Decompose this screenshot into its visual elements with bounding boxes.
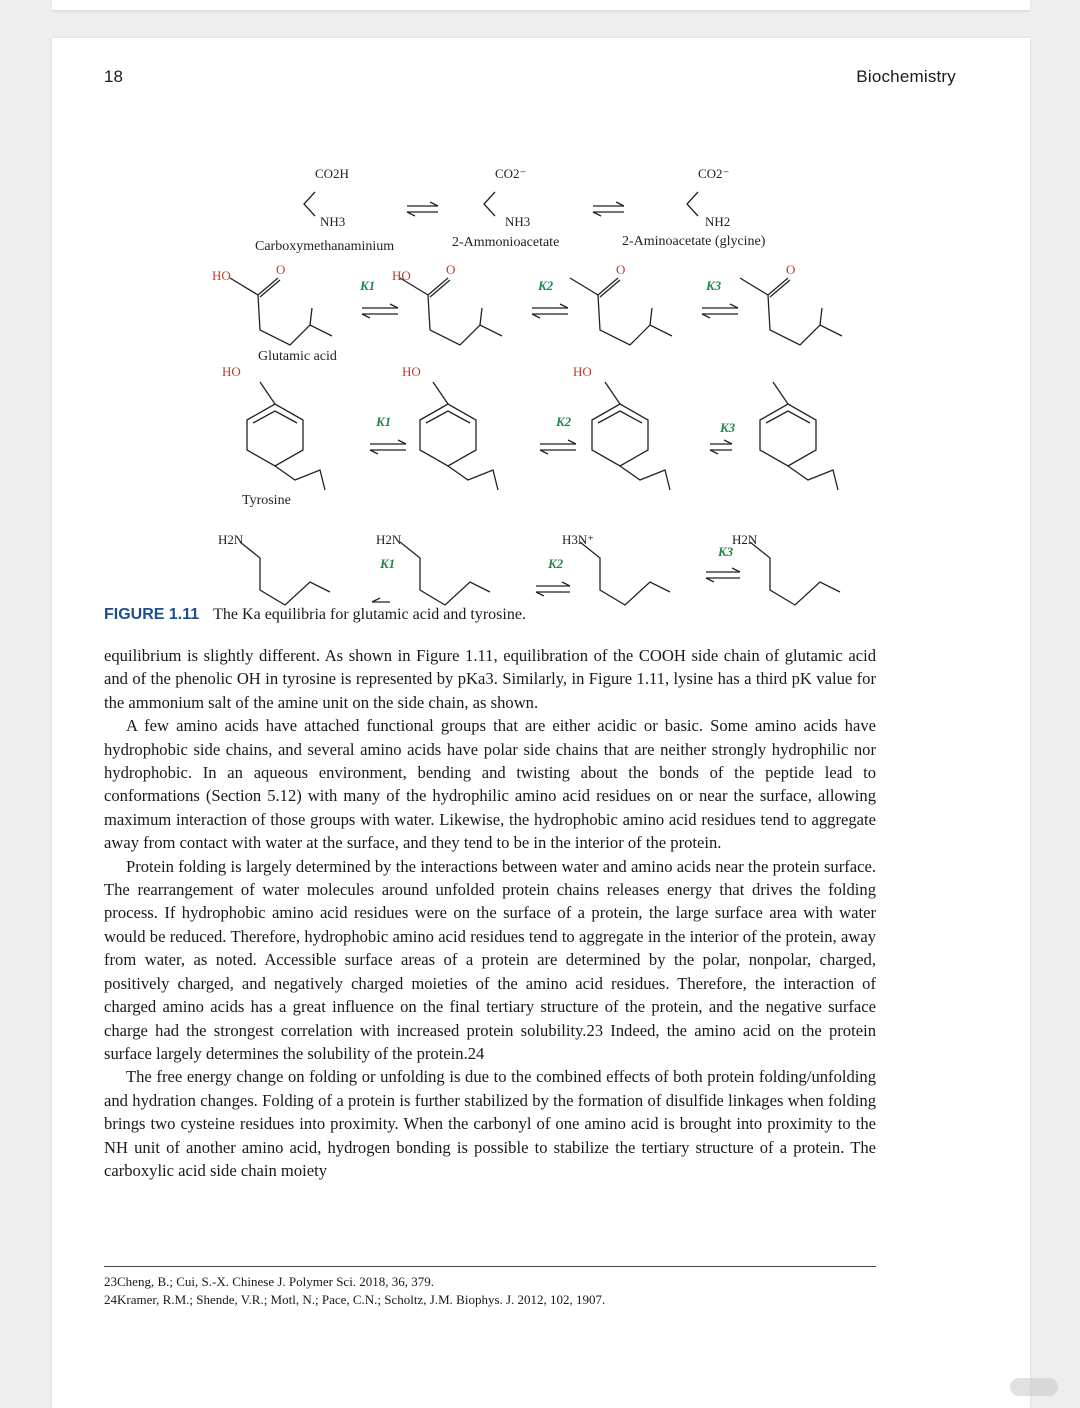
body-text	[104, 644, 876, 1182]
group-label: NH2	[705, 214, 731, 229]
compound-name: Carboxymethanaminium	[255, 239, 395, 254]
equilibrium-constant: K2	[538, 278, 554, 293]
equilibrium-constant: K1	[376, 414, 392, 429]
amino-acid-structure	[400, 542, 490, 605]
group-label: CO2⁻	[495, 166, 527, 181]
equilibrium-constant: K3	[720, 420, 736, 435]
running-header: Biochemistry	[856, 67, 956, 86]
equilibrium-arrow	[702, 304, 738, 318]
group-label: CO2H	[315, 166, 349, 181]
figure-caption	[104, 606, 526, 624]
group-label: NH3	[505, 214, 531, 229]
compound-name: 2-Ammonioacetate	[452, 235, 560, 250]
equilibrium-constant: K1	[380, 556, 396, 571]
page-number: 18	[104, 67, 123, 86]
group-label: NH3	[320, 214, 346, 229]
amine-label: H2N	[732, 532, 758, 547]
equilibrium-arrow	[370, 440, 406, 454]
hydroxyl-label: HO	[222, 364, 241, 379]
paragraph: A few amino acids have attached functional groups that are either acidic or basic. Some amino acids have hydrophobic side chains, and several amino acids have polar side chains that are neither strongly hydrophilic nor hydrophobic. In an aqueous environment, bending and twisting about the bonds of the peptide lead to conformations (Section 5.12) with many of the hydrophilic amino acid residues on or near the surface, allowing maximum interaction of those groups with water. Likewise, the hydrophobic amino acid residues tend to aggregate away from contact with water at the surface, and they tend to be in the interior of the protein.	[104, 716, 876, 853]
hydroxyl-label: HO	[392, 268, 411, 283]
tyrosinate-structure	[420, 382, 498, 490]
equilibrium-constant: K2	[556, 414, 572, 429]
group-label: CO2⁻	[698, 166, 730, 181]
paragraph: The free energy change on folding or unfolding is due to the combined effects of both protein folding/unfolding and hydration changes. Folding of a protein is further stabilized by the formation of disulfide linkages when folding brings two cysteine residues into proximity. When the carbonyl of one amino acid is brought into proximity to the NH unit of another amino acid, hydrogen bonding is possible to stabilize the tertiary structure of a protein. The carboxylic acid side chain moiety	[104, 1067, 876, 1180]
tyrosinate-structure	[760, 382, 838, 490]
amino-acid-structure	[240, 542, 330, 605]
equilibrium-arrow	[532, 304, 568, 318]
figure-1-11-diagram	[100, 120, 880, 620]
paragraph: equilibrium is slightly different. As shown in Figure 1.11, equilibration of the COOH side chain of glutamic acid and of the phenolic OH in tyrosine is represented by pKa3. Similarly, in Figure 1.11, lysine has a third pK value for the ammonium salt of the amine unit on the side chain, as shown.	[104, 646, 876, 712]
equilibrium-arrow	[407, 202, 438, 216]
tyrosinate-structure	[592, 382, 670, 490]
oxygen-label: O	[786, 262, 796, 277]
glycine-skeleton	[687, 192, 698, 216]
glycine-skeleton	[484, 192, 495, 216]
equilibrium-arrow	[540, 440, 576, 454]
hydroxyl-label: HO	[573, 364, 592, 379]
paragraph: Protein folding is largely determined by the interactions between water and amino acids near the protein surface. The rearrangement of water molecules around unfolded protein chains releases energy that drives the folding process. If hydrophobic amino acid residues were on the surface of a protein, the large surface area with water would be reduced. Therefore, hydrophobic amino acid residues tend to aggregate in the interior of the protein, away from water, as noted. Accessible surface areas of a protein are determined by the polar, nonpolar, charged, positively charged, and negatively charged moieties of the amino acid residues. Therefore, the interaction of charged amino acids has a great influence on the final tertiary structure of the protein, and the negative surface charge had the strongest correlation with increased protein solubility.23 Indeed, the amino acid on the protein surface largely determines the solubility of the protein.24	[104, 856, 876, 1063]
amine-label: H2N	[376, 532, 402, 547]
glutamic-acid-structure	[230, 278, 332, 345]
glycine-skeleton	[304, 192, 315, 216]
footnote: 23Cheng, B.; Cui, S.-X. Chinese J. Polymer Sci. 2018, 36, 379.	[104, 1274, 435, 1289]
oxygen-label: O	[276, 262, 286, 277]
compound-name: 2-Aminoacetate (glycine)	[622, 234, 766, 249]
hydroxyl-label: HO	[402, 364, 421, 379]
equilibrium-constant: K3	[706, 278, 722, 293]
equilibrium-arrow	[710, 440, 732, 454]
equilibrium-arrow	[372, 598, 390, 602]
glutamate-structure	[400, 278, 502, 345]
oxygen-label: O	[446, 262, 456, 277]
amine-label: H2N	[218, 532, 244, 547]
footnotes	[104, 1266, 876, 1309]
equilibrium-arrow	[706, 568, 740, 582]
glutamate-structure	[740, 278, 842, 345]
compound-name: Glutamic acid	[258, 349, 337, 364]
previous-page-edge	[52, 0, 1030, 11]
equilibrium-constant: K2	[548, 556, 564, 571]
equilibrium-arrow	[536, 582, 570, 596]
oxygen-label: O	[616, 262, 626, 277]
equilibrium-arrow	[362, 304, 398, 318]
amino-acid-structure	[580, 542, 670, 605]
hydroxyl-label: HO	[212, 268, 231, 283]
glutamate-structure	[570, 278, 672, 345]
amine-label: H3N⁺	[562, 532, 595, 547]
equilibrium-arrow	[593, 202, 624, 216]
watermark-badge	[1010, 1378, 1058, 1396]
compound-name: Tyrosine	[242, 493, 291, 508]
footnote: 24Kramer, R.M.; Shende, V.R.; Motl, N.; Pace, C.N.; Scholtz, J.M. Biophys. J. 2012, 102, 1907.	[104, 1292, 606, 1307]
equilibrium-constant: K1	[360, 278, 376, 293]
equilibrium-constant: K3	[718, 544, 734, 559]
tyrosine-structure	[247, 382, 325, 490]
caption-text: The Ka equilibria for glutamic acid and tyrosine.	[213, 606, 526, 623]
figure-label: FIGURE 1.11	[104, 606, 200, 623]
amino-acid-structure	[750, 542, 840, 605]
